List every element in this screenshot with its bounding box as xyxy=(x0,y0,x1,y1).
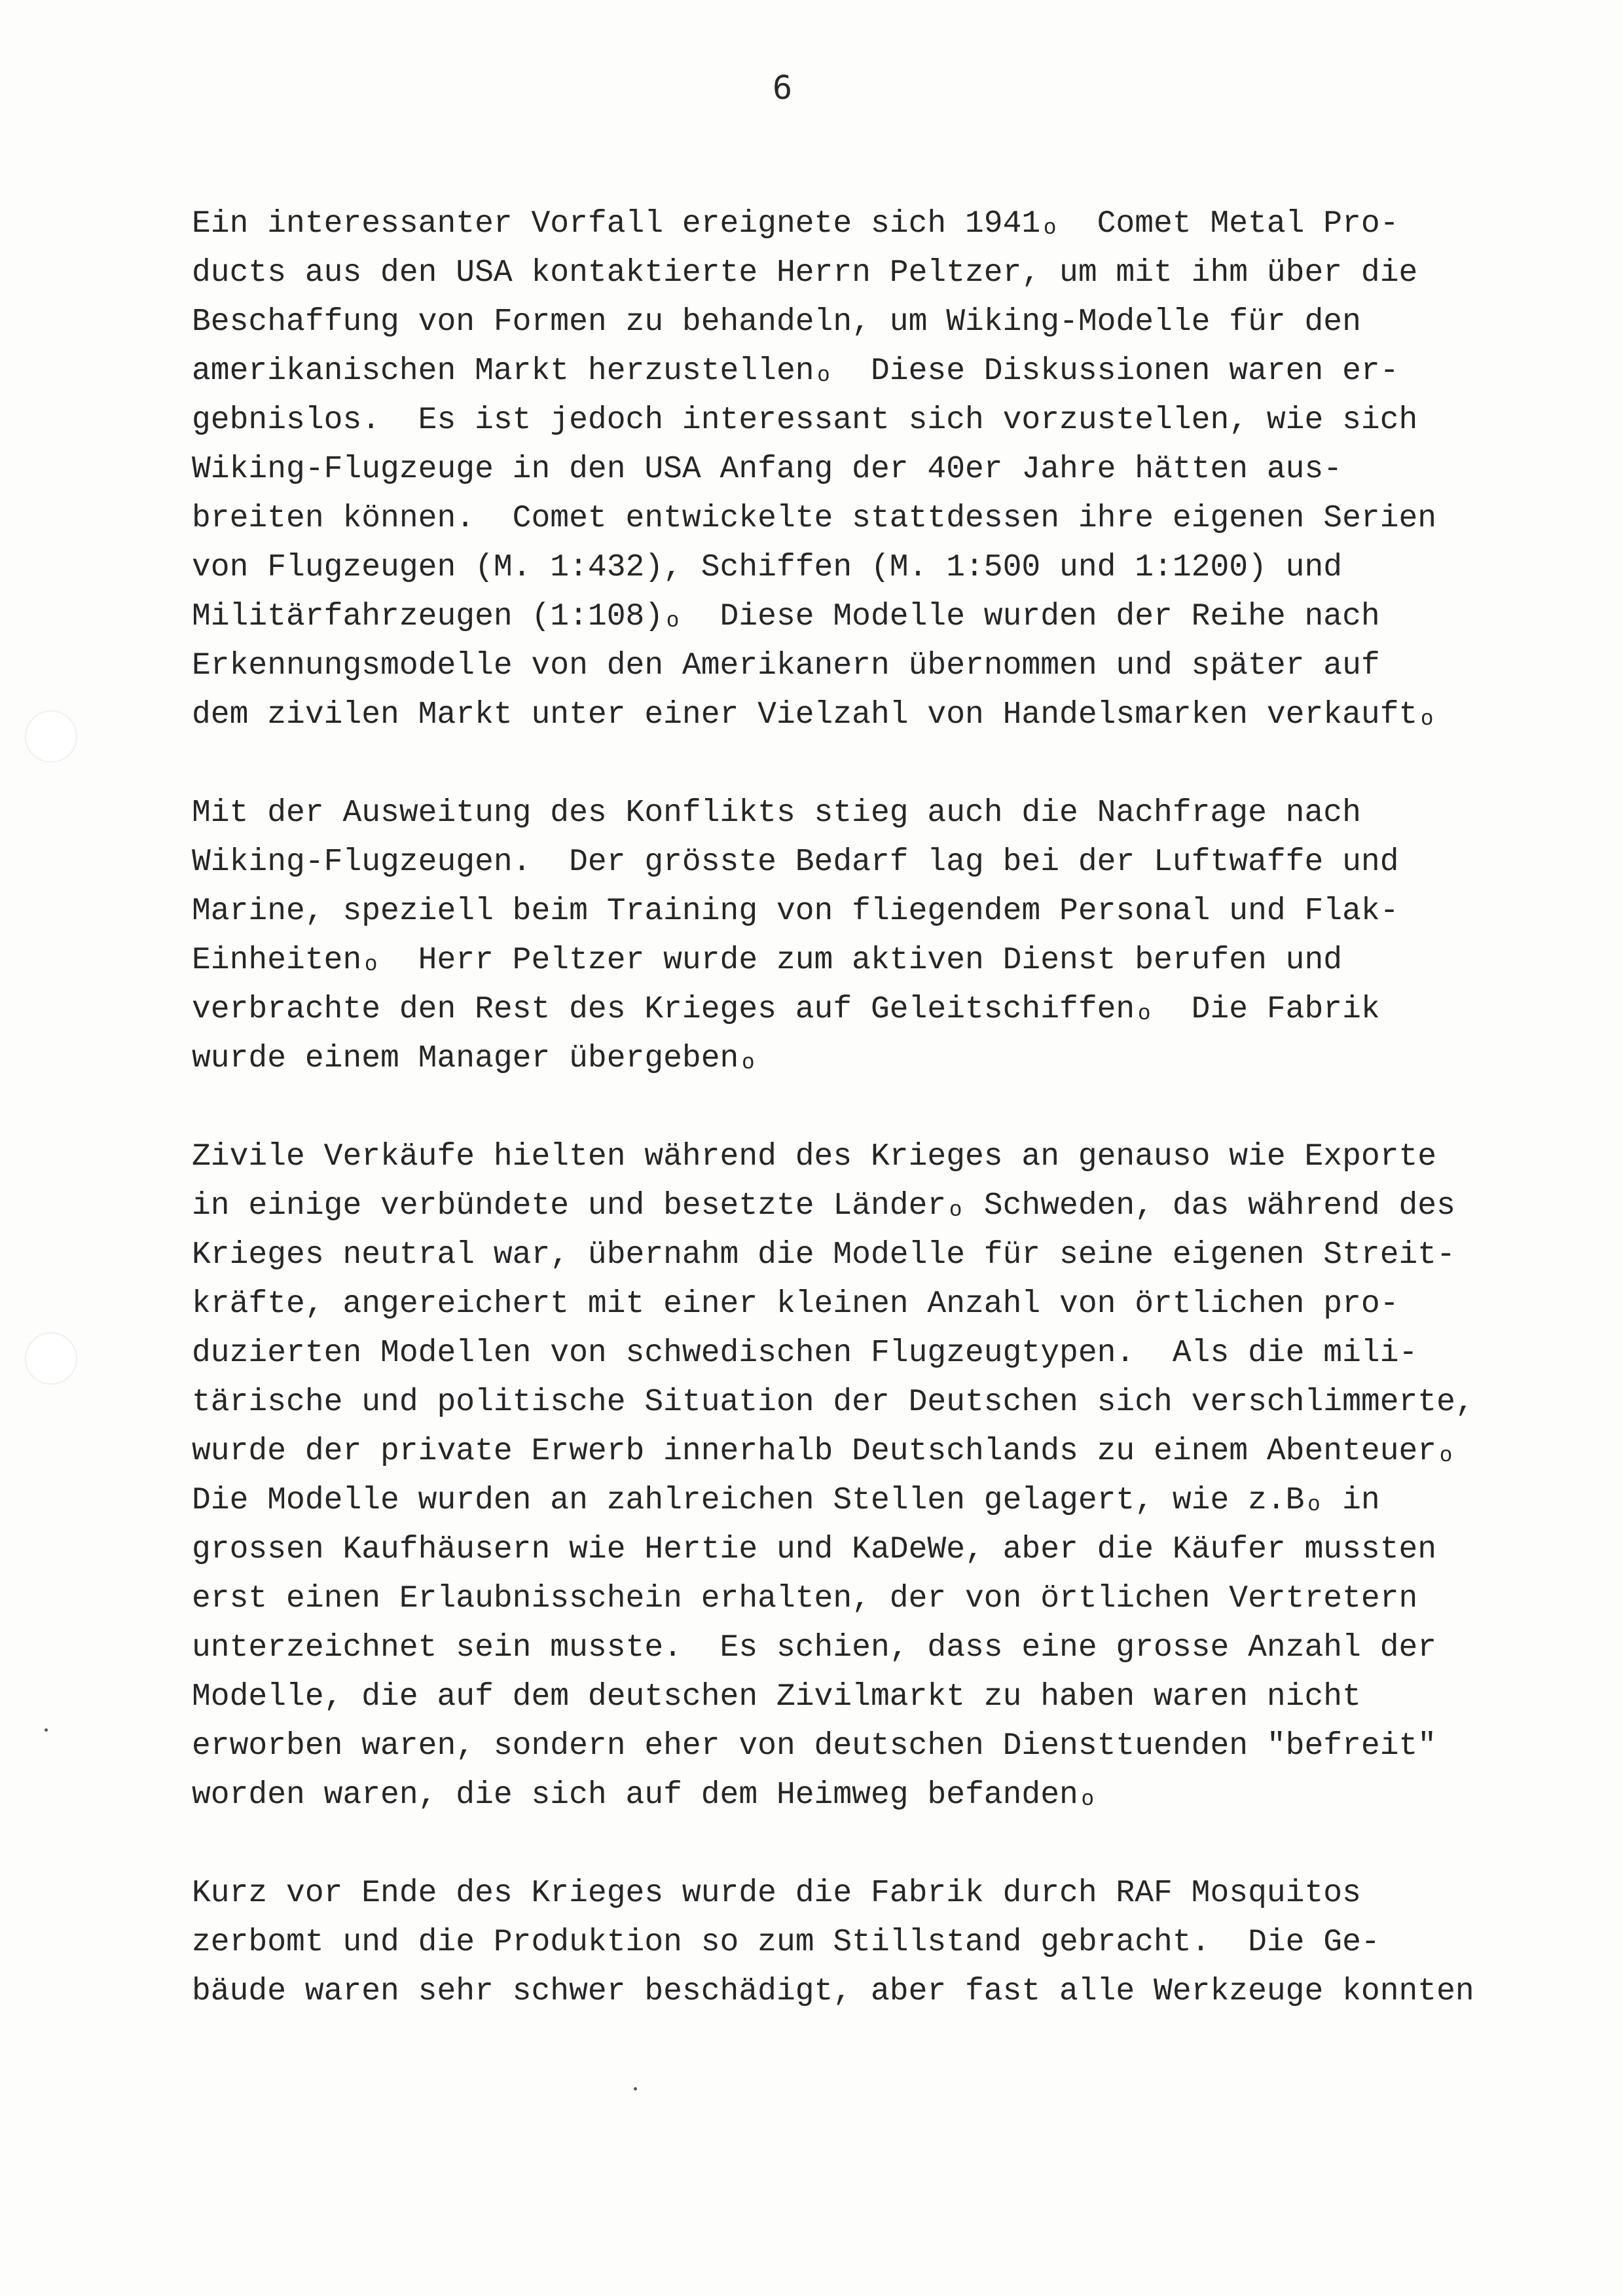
body-text xyxy=(192,200,1580,2066)
text-line: ducts aus den USA kontaktierte Herrn Peltzer, um mit ihm über die xyxy=(192,255,1418,291)
text-line: amerikanischen Markt herzustellenₒ Diese Diskussionen waren er- xyxy=(192,354,1399,389)
text-line: Zivile Verkäufe hielten während des Krieges an genauso wie Exporte xyxy=(192,1139,1437,1175)
text-line: worden waren, die sich auf dem Heimweg befandenₒ xyxy=(192,1777,1097,1813)
text-line: Wiking-Flugzeuge in den USA Anfang der 40er Jahre hätten aus- xyxy=(192,452,1343,487)
text-line: Kurz vor Ende des Krieges wurde die Fabrik durch RAF Mosquitos xyxy=(192,1876,1361,1911)
text-line: grossen Kaufhäusern wie Hertie und KaDeWe, aber die Käufer mussten xyxy=(192,1532,1437,1567)
paragraph xyxy=(192,1133,1580,1820)
text-line: breiten können. Comet entwickelte stattdessen ihre eigenen Serien xyxy=(192,501,1437,536)
text-line: bäude waren sehr schwer beschädigt, aber fast alle Werkzeuge konnten xyxy=(192,1974,1474,2009)
text-line: wurde einem Manager übergebenₒ xyxy=(192,1041,758,1076)
text-line: in einige verbündete und besetzte Länderₒ Schweden, das während des xyxy=(192,1188,1455,1224)
paragraph xyxy=(192,789,1580,1084)
text-line: Modelle, die auf dem deutschen Zivilmarkt zu haben waren nicht xyxy=(192,1679,1361,1715)
text-line: Mit der Ausweitung des Konflikts stieg auch die Nachfrage nach xyxy=(192,795,1361,831)
paragraph xyxy=(192,200,1580,740)
text-line: gebnislos. Es ist jedoch interessant sich vorzustellen, wie sich xyxy=(192,403,1418,438)
text-line: duzierten Modellen von schwedischen Flugzeugtypen. Als die mili- xyxy=(192,1336,1418,1371)
text-line: tärische und politische Situation der Deutschen sich verschlimmerte, xyxy=(192,1385,1474,1420)
text-line: dem zivilen Markt unter einer Vielzahl von Handelsmarken verkauftₒ xyxy=(192,697,1437,733)
text-line: Beschaffung von Formen zu behandeln, um Wiking-Modelle für den xyxy=(192,304,1361,340)
text-line: Wiking-Flugzeugen. Der grösste Bedarf lag bei der Luftwaffe und xyxy=(192,845,1399,880)
text-line: unterzeichnet sein musste. Es schien, dass eine grosse Anzahl der xyxy=(192,1630,1437,1666)
text-line: Erkennungsmodelle von den Amerikanern übernommen und später auf xyxy=(192,648,1380,683)
text-line: zerbomt und die Produktion so zum Stillstand gebracht. Die Ge- xyxy=(192,1925,1380,1960)
text-line: verbrachte den Rest des Krieges auf Geleitschiffenₒ Die Fabrik xyxy=(192,992,1380,1027)
text-line: Die Modelle wurden an zahlreichen Stellen gelagert, wie z.Bₒ in xyxy=(192,1483,1380,1518)
text-line: Marine, speziell beim Training von fliegendem Personal und Flak- xyxy=(192,894,1399,929)
text-line: wurde der private Erwerb innerhalb Deutschlands zu einem Abenteuerₒ xyxy=(192,1434,1455,1469)
text-line: erworben waren, sondern eher von deutschen Diensttuenden "befreit" xyxy=(192,1728,1437,1764)
paper-speck xyxy=(634,2087,637,2090)
punch-hole-mark xyxy=(25,1332,77,1385)
paper-speck xyxy=(45,1728,48,1732)
text-line: kräfte, angereichert mit einer kleinen Anzahl von örtlichen pro- xyxy=(192,1286,1399,1322)
text-line: von Flugzeugen (M. 1:432), Schiffen (M. 1:500 und 1:1200) und xyxy=(192,550,1343,585)
text-line: Militärfahrzeugen (1:108)ₒ Diese Modelle wurden der Reihe nach xyxy=(192,599,1380,634)
page-number: 6 xyxy=(773,69,793,107)
text-line: Ein interessanter Vorfall ereignete sich 1941ₒ Comet Metal Pro- xyxy=(192,206,1399,242)
paragraph xyxy=(192,1869,1580,2016)
text-line: erst einen Erlaubnisschein erhalten, der von örtlichen Vertretern xyxy=(192,1581,1418,1616)
text-line: Einheitenₒ Herr Peltzer wurde zum aktiven Dienst berufen und xyxy=(192,943,1343,978)
text-line: Krieges neutral war, übernahm die Modelle für seine eigenen Streit- xyxy=(192,1237,1455,1273)
punch-hole-mark xyxy=(25,710,77,763)
